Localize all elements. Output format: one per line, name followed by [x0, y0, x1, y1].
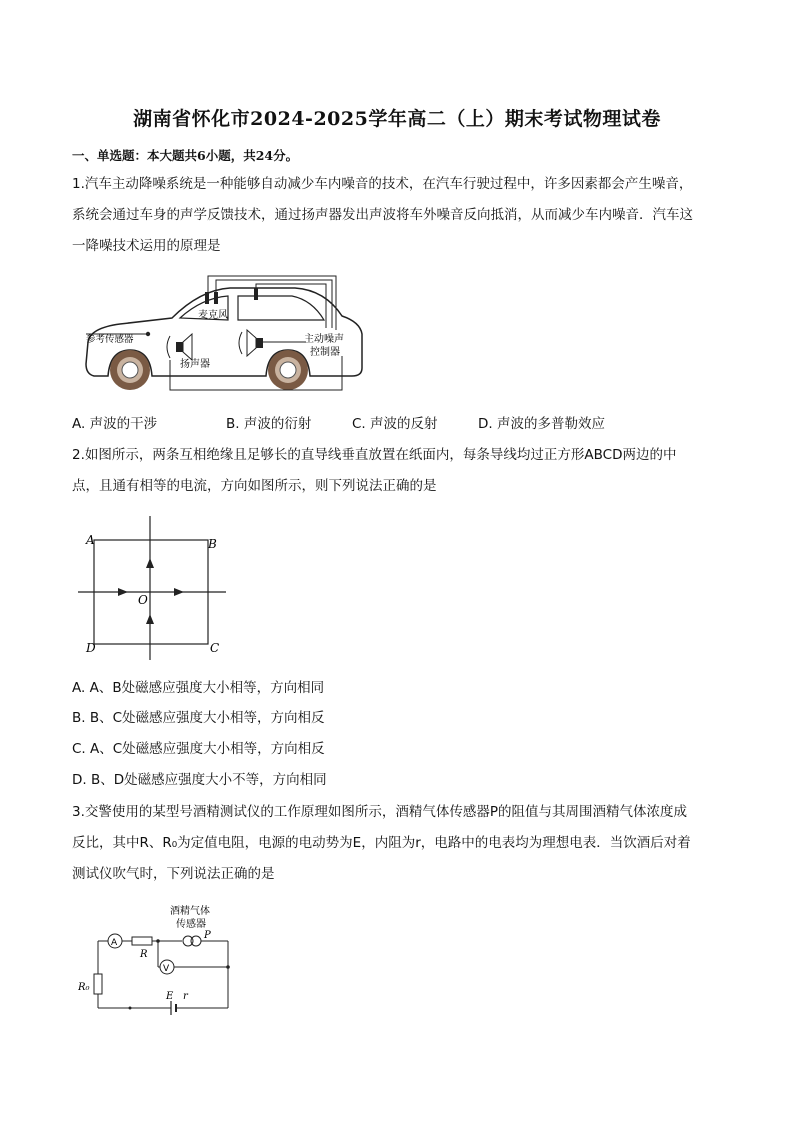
- q2-line-1: 2.如图所示，两条互相绝缘且足够长的直导线垂直放置在纸面内，每条导线均过正方形ABCD两边的中: [72, 447, 677, 463]
- arrow-icon: [146, 558, 154, 568]
- controller-label-2: 控制器: [310, 347, 340, 358]
- label-r0: R₀: [78, 982, 90, 993]
- q3-line-3: 测试仪吹气时，下列说法正确的是: [72, 866, 275, 882]
- voltmeter-label: V: [163, 964, 170, 974]
- label-p: P: [204, 930, 211, 941]
- rear-window: [238, 296, 324, 320]
- q1-option-c: C. 声波的反射: [352, 416, 438, 432]
- label-c: C: [210, 641, 220, 655]
- label-a: A: [86, 533, 95, 547]
- speaker-label: 扬声器: [180, 359, 210, 370]
- rear-wheel: [268, 350, 308, 390]
- mic-label: 麦克风: [198, 310, 228, 321]
- controller-label-1: 主动噪声: [304, 334, 344, 345]
- breathalyzer-circuit-figure: [78, 900, 238, 1018]
- label-e: E: [166, 991, 174, 1002]
- resistor-r: [132, 937, 152, 945]
- ammeter-label: A: [111, 938, 118, 948]
- q2-option-c: C. A、C处磁感应强度大小相等，方向相反: [72, 741, 325, 757]
- q1-option-b: B. 声波的衍射: [226, 416, 312, 432]
- resistor-r0: [94, 974, 102, 994]
- label-d: D: [86, 641, 96, 655]
- question-1-text: [72, 169, 732, 262]
- arrow-icon: [146, 614, 154, 624]
- arrow-icon: [174, 588, 184, 596]
- sensor-label: 参考传感器: [86, 334, 134, 345]
- car-noise-cancel-figure: [80, 270, 370, 400]
- q3-line-2: 反比，其中R、R₀为定值电阻，电源的电动势为E，内阻为r，电路中的电表均为理想电表．当饮酒后对着: [72, 835, 691, 851]
- label-b: B: [208, 537, 217, 551]
- q2-option-d: D. B、D处磁感应强度大小不等，方向相同: [72, 772, 327, 788]
- q2-option-b: B. B、C处磁感应强度大小相等，方向相反: [72, 710, 325, 726]
- q2-option-a: A. A、B处磁感应强度大小相等，方向相同: [72, 680, 325, 696]
- speaker-icon: [239, 330, 263, 356]
- sensor-label-2: 传感器: [176, 919, 206, 930]
- front-wheel: [110, 350, 150, 390]
- q1-option-d: D. 声波的多普勒效应: [478, 416, 605, 432]
- question-2-text: [72, 440, 732, 502]
- question-3-text: [72, 797, 732, 890]
- square-wires-figure: [78, 512, 228, 662]
- q1-line-1: 1.汽车主动降噪系统是一种能够自动减少车内噪音的技术，在汽车行驶过程中，许多因素都会产生噪音，: [72, 176, 693, 192]
- sensor-label-1: 酒精气体: [170, 906, 210, 917]
- q2-line-2: 点，且通有相等的电流，方向如图所示，则下列说法正确的是: [72, 478, 437, 494]
- q1-option-a: A. 声波的干涉: [72, 416, 158, 432]
- alcohol-sensor-p: [183, 936, 201, 946]
- label-internal-r: r: [183, 991, 188, 1002]
- page-title: 湖南省怀化市2024-2025学年高二（上）期末考试物理试卷: [133, 108, 661, 130]
- label-r: R: [140, 949, 148, 960]
- section-heading: 一、单选题：本大题共6小题，共24分。: [72, 148, 299, 163]
- q1-line-2: 系统会通过车身的声学反馈技术，通过扬声器发出声波将车外噪音反向抵消，从而减少车内噪音．汽车这: [72, 207, 693, 223]
- speaker-icon: [167, 334, 192, 360]
- q1-line-3: 一降噪技术运用的原理是: [72, 238, 221, 254]
- q3-line-1: 3.交警使用的某型号酒精测试仪的工作原理如图所示，酒精气体传感器P的阻值与其周围酒精气体浓度成: [72, 804, 688, 820]
- arrow-icon: [118, 588, 128, 596]
- label-o: O: [138, 593, 148, 607]
